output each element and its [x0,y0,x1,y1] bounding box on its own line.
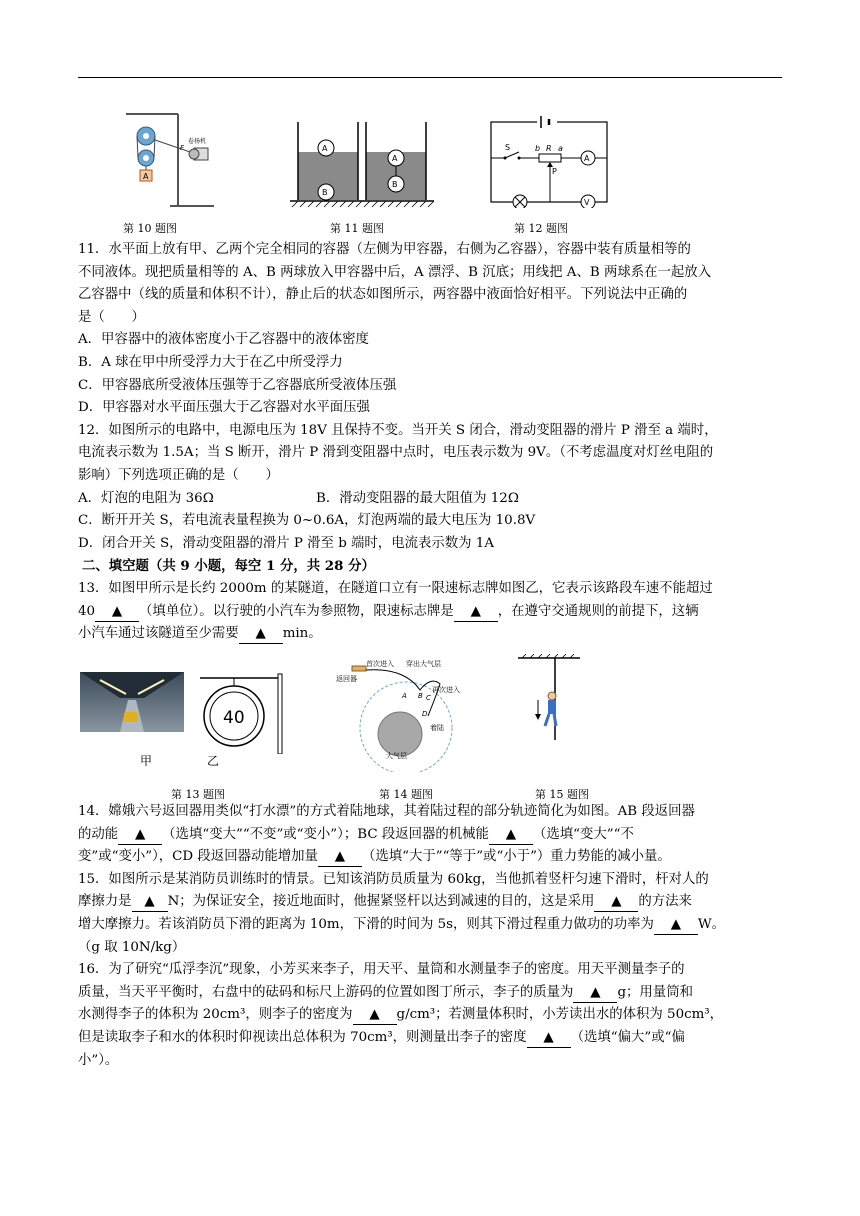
section-title: 二、填空题（共 9 小题，每空 1 分，共 28 分） [82,558,375,575]
fig11-caption: 第 11 题图 [330,222,384,235]
left-ball-b: B [322,188,328,197]
q12-options-ab [78,488,788,511]
answer-blank[interactable]: ▲ [454,603,498,622]
voltmeter-label: V [584,198,590,207]
q16-line5: 小”）。 [78,1052,119,1068]
q11-line: 乙容器中（线的质量和体积不计），静止后的状态如图所示，两容器中液面恰好相平。下列说法中正确的 [78,287,688,303]
winch-label: 卷扬机 [188,138,207,145]
q13-line3: 小汽车通过该隧道至少需要 ▲ min。 [78,623,788,646]
point-b: B [418,692,423,700]
point-a: A [402,692,407,700]
answer-blank[interactable]: ▲ [95,603,139,622]
answer-blank[interactable]: ▲ [132,893,168,912]
q16-line4: 但是读取李子和水的体积时仰视读出总体积为 70cm³，则测量出李子的密度 ▲ （选填“偏大”或“偏 [78,1027,788,1050]
containers-figure [286,118,436,210]
q12-option-a: A．灯泡的电阻为 36Ω [78,490,214,506]
exit-label: 穿出大气层 [406,660,441,668]
switch-label: S [505,143,511,152]
fig10-caption: 第 10 题图 [123,222,177,235]
landing-label: 着陆 [430,724,444,732]
answer-blank[interactable]: ▲ [654,916,698,935]
fig13-caption: 第 13 题图 [171,788,225,801]
atmosphere-label: 大气层 [386,752,407,760]
q11-line: 不同液体。现把质量相等的 A、B 两球放入甲容器中后，A 漂浮、B 沉底；用线把 A、B 两球系在一起放入 [78,264,712,280]
answer-blank[interactable]: ▲ [353,1006,397,1025]
left-ball-a: A [322,144,328,153]
q16-line2: 质量，当天平平衡时，右盘中的砝码和标尺上游码的位置如图丁所示，李子的质量为 ▲ g；用量筒和 [78,982,788,1005]
q11-option-b: B．A 球在甲中所受浮力大于在乙中所受浮力 [78,354,343,370]
answer-blank[interactable]: ▲ [594,893,638,912]
q14-line2: 的动能 ▲ （选填“变大”“不变”或“变小”）；BC 段返回器的机械能 ▲ （选填“变大”“不 [78,824,788,847]
fig13-label-jia: 甲 [140,754,153,768]
capsule-label: 返回器 [336,675,357,683]
answer-blank[interactable]: ▲ [527,1029,571,1048]
q15-line3: 增大摩擦力。若该消防员下滑的距离为 10m，下滑的时间为 5s，则其下滑过程重力做功的功率为 ▲ W。 [78,914,788,937]
first-entry-label: 首次进入 [366,660,394,668]
resistor-end-b: b [535,144,541,153]
slider-label: P [552,167,557,176]
q16-line3: 水测得李子的体积为 20cm³，则李子的密度为 ▲ g/cm³；若测量体积时，小芳读出水的体积为 50cm³， [78,1004,788,1027]
sign-value: 40 [223,708,245,728]
q11-line: 11．水平面上放有甲、乙两个完全相同的容器（左侧为甲容器，右侧为乙容器），容器中装有质量相等的 [78,242,691,257]
questions-lower [78,801,788,1072]
q12-line: 影响）下列选项正确的是（ ） [78,467,279,483]
reentry-label: 再次进入 [432,686,460,694]
fig12-caption: 第 12 题图 [514,222,568,235]
ammeter-label: A [584,154,590,163]
speed-limit-sign [196,672,288,754]
q12-option-d: D．闭合开关 S，滑动变阻器的滑片 P 滑至 b 端时，电流表示数为 1A [78,535,494,551]
pulley-figure [118,110,218,210]
fig14-caption: 第 14 题图 [379,788,433,801]
q12-line: 12．如图所示的电路中，电源电压为 18V 且保持不变。当开关 S 闭合，滑动变阻器的滑片 P 滑至 a 端时， [78,422,718,438]
answer-blank[interactable]: ▲ [239,625,283,644]
box-label: A [143,172,149,181]
q13-line1: 13．如图甲所示是长约 2000m 的某隧道，在隧道口立有一限速标志牌如图乙，它表示该路段车速不能超过 [78,580,713,596]
force-label: F [180,144,185,152]
q16-line1: 16．为了研究“瓜浮李沉”现象，小芳买来李子，用天平、量筒和水测量李子的密度。用天平测量李子的 [78,962,685,978]
resistor-label: R [546,144,552,153]
q13-line2: 40 ▲ （填单位）。以行驶的小汽车为参照物，限速标志牌是 ▲ ，在遵守交通规则的前提下，这辆 [78,601,788,624]
q15-line2: 摩擦力是 ▲ N；为保证安全，接近地面时，他握紧竖杆以达到减速的目的，这是采用 ▲ 的方法来 [78,891,788,914]
q14-line3: 变”或“变小”），CD 段返回器动能增加量 ▲ （选填“大于”“等于”或“小于”）重力势能的减小量。 [78,846,788,869]
answer-blank[interactable]: ▲ [489,826,533,845]
reentry-figure [336,654,464,772]
questions-upper [78,239,788,646]
fig13-label-yi: 乙 [207,754,220,768]
q11-line: 是（ ） [78,309,145,325]
q12-option-b: B．滑动变阻器的最大阻值为 12Ω [316,490,519,506]
q12-option-c: C．断开开关 S，若电流表量程换为 0~0.6A，灯泡两端的最大电压为 10.8V [78,513,536,529]
q11-option-d: D．甲容器对水平面压强大于乙容器对水平面压强 [78,400,370,416]
q15-line1: 15．如图所示是某消防员训练时的情景。已知该消防员质量为 60kg，当他抓着竖杆匀速下滑时，杆对人的 [78,871,709,887]
resistor-end-a: a [558,144,563,153]
q14-line1: 14．嫦娥六号返回器用类似“打水漂”的方式着陆地球，其着陆过程的部分轨迹简化为如图。AB 段返回器 [78,804,695,819]
header-rule [78,77,782,78]
answer-blank[interactable]: ▲ [118,826,162,845]
answer-blank[interactable]: ▲ [318,848,362,867]
point-c: C [426,694,431,702]
q11-option-c: C．甲容器底所受液体压强等于乙容器底所受液体压强 [78,377,397,393]
fig15-caption: 第 15 题图 [535,788,589,801]
tunnel-photo [80,672,184,732]
firefighter-figure [514,654,584,744]
right-ball-b: B [392,180,398,189]
q12-line: 电流表示数为 1.5A；当 S 断开，滑片 P 滑到变阻器中点时，电压表示数为 9V。（不考虑温度对灯丝电阻的 [78,445,714,461]
circuit-figure [485,112,613,208]
right-ball-a: A [392,154,398,163]
q11-option-a: A．甲容器中的液体密度小于乙容器中的液体密度 [78,332,369,348]
q15-line4: （g 取 10N/kg） [78,939,186,955]
point-d: D [422,710,428,718]
answer-blank[interactable]: ▲ [573,984,617,1003]
